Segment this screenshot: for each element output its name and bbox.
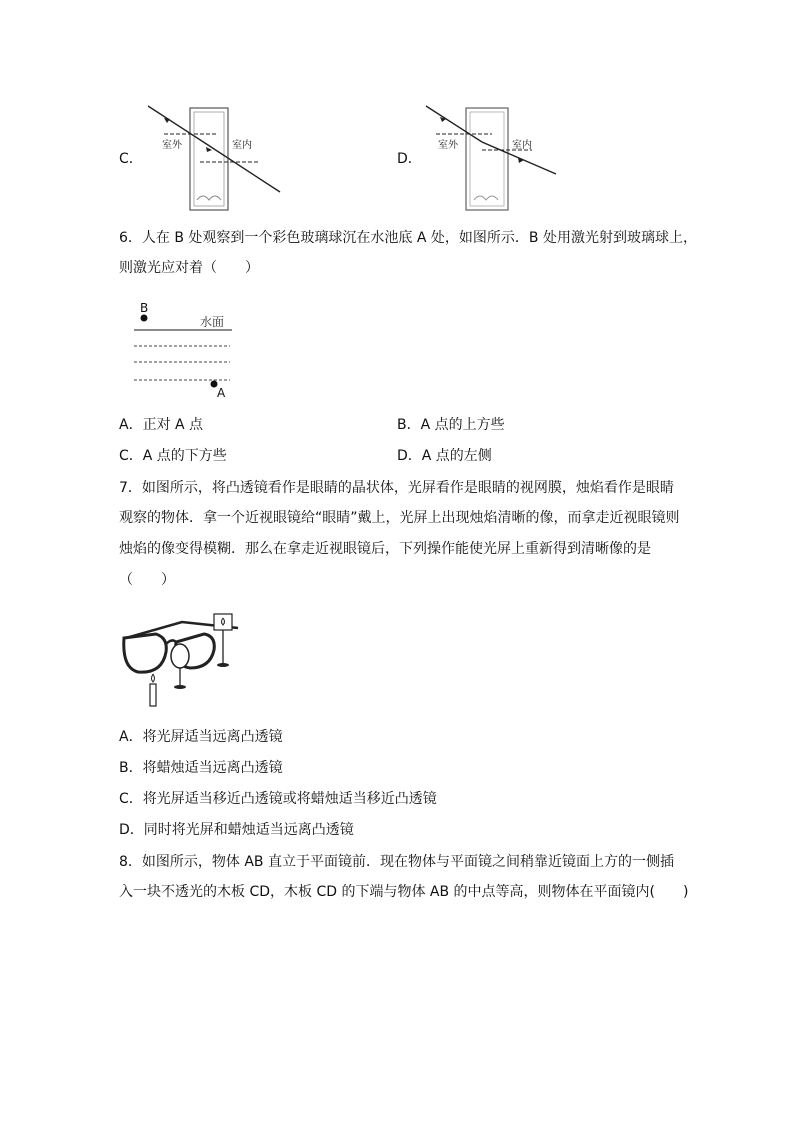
indoor-label-c: 室内 [232, 140, 252, 151]
q7-text-line3: 烛焰的像变得模糊．那么在拿走近视眼镜后，下列操作能使光屏上重新得到清晰像的是 [119, 541, 651, 557]
q8-text-line2: 入一块不透光的木板 CD，木板 CD 的下端与物体 AB 的中点等高，则物体在平面镜内( ) [119, 884, 689, 900]
q6-option-d: D．A 点的左侧 [397, 448, 492, 464]
option-d-label: D． [397, 151, 422, 167]
q6-label-a: A [217, 386, 226, 400]
outdoor-label-c: 室外 [162, 140, 182, 151]
q6-text-line2: 则激光应对着（ ） [119, 260, 259, 276]
outdoor-label-d: 室外 [438, 140, 458, 151]
q7-text-line2: 观察的物体．拿一个近视眼镜给“眼睛”戴上，光屏上出现烛焰清晰的像，而拿走近视眼镜则 [119, 510, 680, 526]
q6-option-a: A．正对 A 点 [119, 417, 204, 433]
q8-text-line1: 8．如图所示，物体 AB 直立于平面镜前．现在物体与平面镜之间稍靠近镜面上方的一侧插 [119, 854, 674, 870]
q7-figure-glasses [118, 608, 248, 714]
q7-text-line4: （ ） [119, 572, 175, 588]
q6-option-b: B．A 点的上方些 [397, 417, 505, 433]
q7-option-a: A．将光屏适当远离凸透镜 [119, 729, 283, 745]
q7-option-b: B．将蜡烛适当远离凸透镜 [119, 760, 283, 776]
q6-label-b: B [140, 301, 149, 315]
option-c-label: C． [119, 151, 143, 167]
q6-text-line1: 6．人在 B 处观察到一个彩色玻璃球沉在水池底 A 处，如图所示．B 处用激光射到玻璃球上， [119, 230, 697, 246]
q7-text-line1: 7．如图所示，将凸透镜看作是眼睛的晶状体，光屏看作是眼睛的视网膜，烛焰看作是眼睛 [119, 480, 674, 496]
figure-option-d [420, 100, 570, 215]
q7-option-c: C．将光屏适当移近凸透镜或将蜡烛适当移近凸透镜 [119, 791, 437, 807]
figure-option-c [140, 100, 290, 215]
q7-option-d: D．同时将光屏和蜡烛适当远离凸透镜 [119, 822, 354, 838]
indoor-label-d: 室内 [512, 140, 532, 151]
q6-figure [130, 298, 240, 402]
q6-label-water: 水面 [200, 315, 225, 329]
q6-option-c: C．A 点的下方些 [119, 448, 227, 464]
